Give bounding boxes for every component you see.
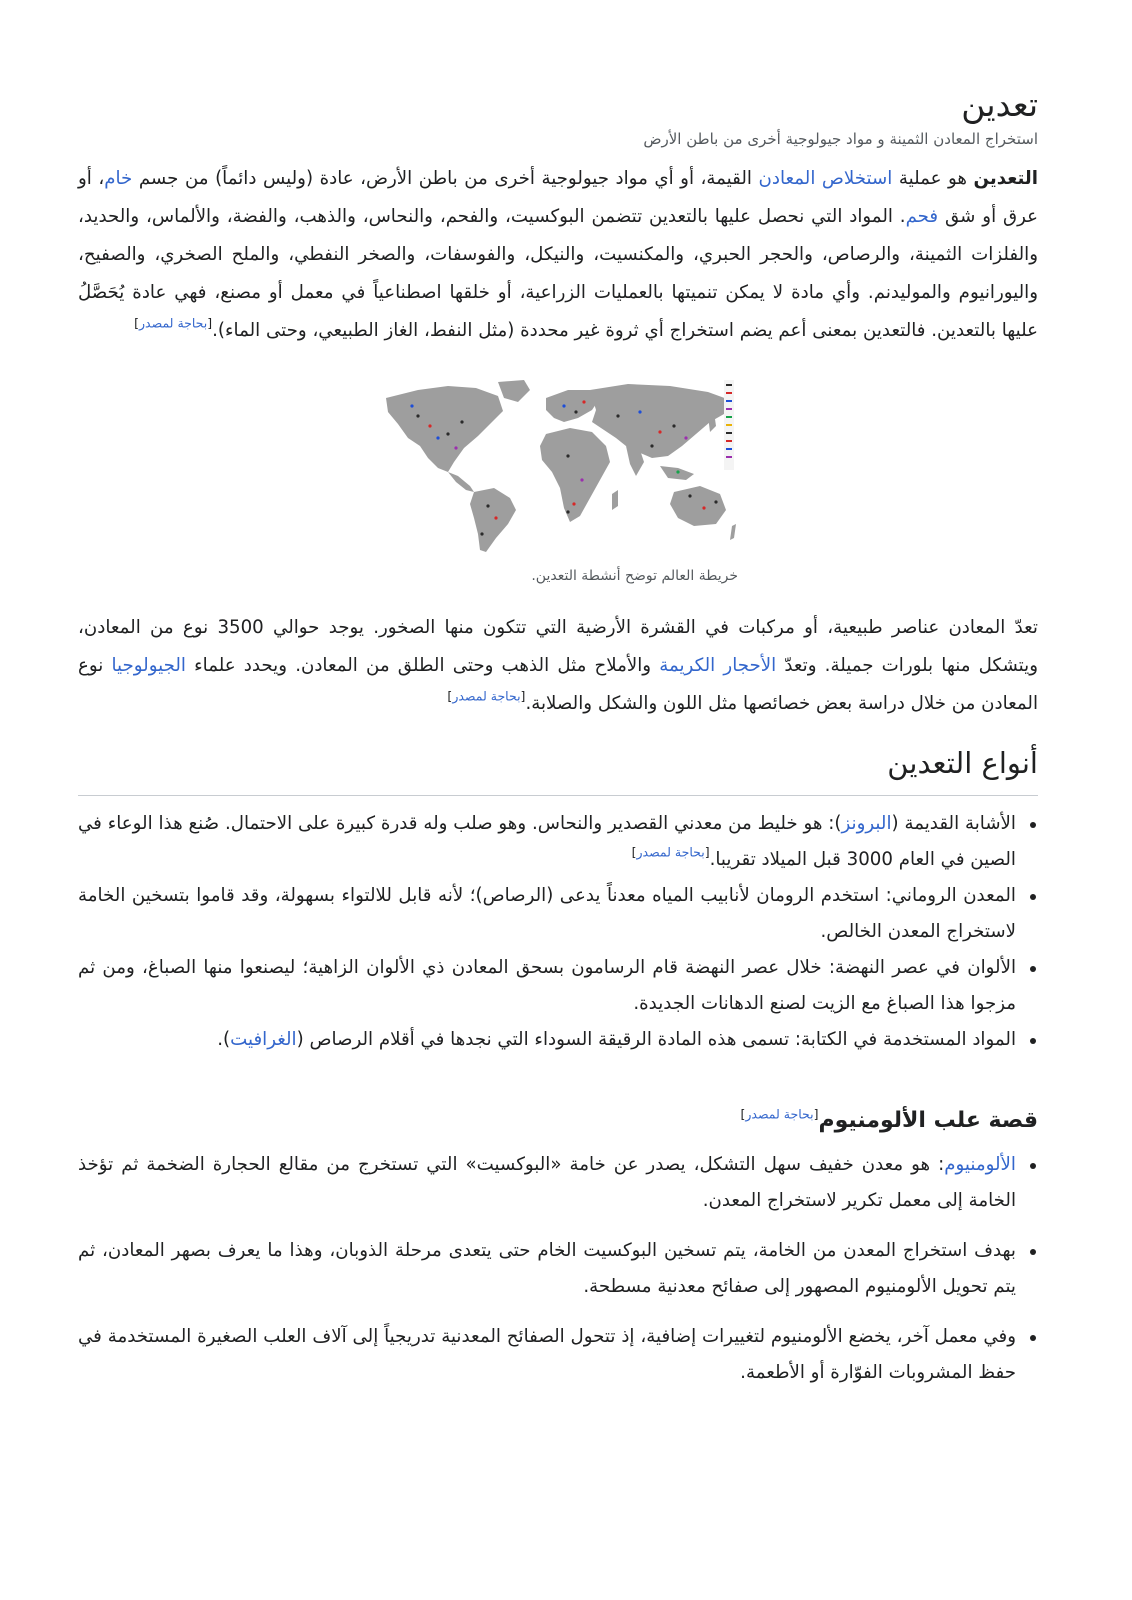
world-map-figure: [378, 376, 738, 587]
list-item: [78, 1147, 1016, 1219]
citation-needed-link[interactable]: بحاجة لمصدر: [452, 688, 521, 704]
article-content: [78, 84, 1038, 1405]
list-item: [78, 878, 1016, 950]
intro-text: هو عملية: [892, 168, 974, 190]
link-bronze[interactable]: البرونز: [841, 812, 892, 834]
minerals-text: والأملاح مثل الذهب وحتى الطلق من المعادن. ويحدد علماء: [185, 655, 660, 677]
intro-text: القيمة، أو أي مواد جيولوجية أخرى من باطن الأرض، عادة (وليس دائماً) من جسم: [132, 168, 759, 190]
aluminum-list: [78, 1147, 1016, 1391]
item-text: المعدن الروماني: استخدم الرومان لأنابيب المياه معدناً يدعى (الرصاص)؛ لأنه قابل للالتواء بسهولة، وقد قاموا بتسخين الخامة لاستخراج المعدن الخالص.: [78, 884, 1016, 942]
intro-text: . المواد التي نحصل عليها بالتعدين تتضمن البوكسيت، والفحم، والنحاس، والذهب، والفضة، والألماس، والحديد، والفلزات الثمينة، والرصاص، والحجر الحبري، والمكنسيت، والنيكل، والفوسفات، والصخر النفطي، والملح الصخري، والصفيح، واليورانيوم والموليدنم. وأي مادة لا يمكن تنميتها بالعمليات الزراعية، أو خلقها اصطناعياً في معمل أو مصنع، فهي عادة يُحَصَّلُ عليها بالتعدين. فالتعدين بمعنى أعم يضم استخراج أي ثروة غير محددة (مثل النفط، الغاز الطبيعي، وحتى الماء).: [78, 206, 1038, 342]
citation-needed-link[interactable]: بحاجة لمصدر: [745, 1106, 814, 1122]
citation-needed-link[interactable]: بحاجة لمصدر: [139, 315, 208, 331]
link-graphite[interactable]: الغرافيت: [230, 1028, 297, 1050]
citation-needed-link[interactable]: بحاجة لمصدر: [636, 844, 705, 860]
link-aluminum[interactable]: الألومنيوم: [944, 1153, 1016, 1175]
list-item: [78, 806, 1016, 878]
list-item: [78, 950, 1016, 1022]
item-text: ): هو خليط من معدني القصدير والنحاس. وهو صلب وله قدرة كبيرة على الاحتمال. صُنع هذا الوعاء في الصين في العام 3000 قبل الميلاد تقريبا.: [78, 812, 1016, 870]
item-text: بهدف استخراج المعدن من الخامة، يتم تسخين البوكسيت الخام حتى يتعدى مرحلة الذوبان، وهذا ما يعرف بصهر المعادن، ثم يتم تحويل الألومنيوم المصهور إلى صفائح معدنية مسطحة.: [78, 1239, 1016, 1297]
minerals-text: تعدّ المعادن عناصر طبيعية، أو مركبات في القشرة الأرضية التي تتكون منها الصخور. يوجد حوالي 3500 نوع من المعادن، ويتشكل منها بلورات جميلة. وتعدّ: [78, 617, 1038, 677]
subsection-title: قصة علب الألومنيوم: [818, 1107, 1038, 1133]
item-text: وفي معمل آخر، يخضع الألومنيوم لتغييرات إضافية، إذ تتحول الصفائح المعدنية تدريجياً إلى آلاف العلب الصغيرة المستخدمة في حفظ المشروبات الفوّارة أو الأطعمة.: [78, 1325, 1016, 1383]
item-text: الأشابة القديمة (: [891, 812, 1016, 834]
citation-needed: [بحاجة لمصدر]: [134, 315, 213, 331]
link-coal[interactable]: فحم: [905, 206, 939, 228]
page-title: تعدين: [961, 85, 1038, 124]
intro-bold-term: التعدين: [973, 168, 1038, 190]
figure-caption: خريطة العالم توضح أنشطة التعدين.: [531, 568, 738, 585]
map-legend: [724, 380, 734, 470]
item-text: ).: [217, 1028, 231, 1050]
link-mineral-extraction[interactable]: استخلاص المعادن: [758, 168, 893, 190]
section-heading-mining-types: أنواع التعدين: [78, 745, 1038, 796]
minerals-text: نوع المعادن من خلال دراسة بعض خصائصها مثل اللون والشكل والصلابة.: [78, 655, 1038, 715]
intro-paragraph: [78, 160, 1038, 350]
item-text: : هو معدن خفيف سهل التشكل، يصدر عن خامة «البوكسيت» التي تستخرج من مقالع الحجارة الضخمة ثم تؤخذ الخامة إلى معمل تكرير لاستخراج المعدن.: [78, 1153, 1016, 1211]
mining-types-list: [78, 806, 1016, 1058]
citation-needed: [بحاجة لمصدر]: [740, 1106, 819, 1122]
world-map-image[interactable]: [378, 376, 738, 556]
citation-needed: [بحاجة لمصدر]: [447, 688, 526, 704]
citation-needed: [بحاجة لمصدر]: [631, 844, 710, 860]
page-subtitle: استخراج المعادن الثمينة و مواد جيولوجية أخرى من باطن الأرض: [643, 130, 1038, 149]
minerals-paragraph: [78, 609, 1038, 723]
intro-text: ، أو عرق أو شق: [78, 168, 1038, 228]
list-item: [78, 1022, 1016, 1058]
link-gemstones[interactable]: الأحجار الكريمة: [659, 655, 777, 677]
section-heading-aluminum-cans: [78, 1106, 1038, 1137]
item-text: الألوان في عصر النهضة: خلال عصر النهضة قام الرسامون بسحق المعادن ذي الألوان الزاهية؛ ليصنعوا منها الصباغ، ومن ثم مزجوا هذا الصباغ مع الزيت لصنع الدهانات الجديدة.: [78, 956, 1016, 1014]
link-ore[interactable]: خام: [104, 168, 133, 190]
list-item: [78, 1319, 1016, 1391]
list-item: [78, 1233, 1016, 1305]
item-text: المواد المستخدمة في الكتابة: تسمى هذه المادة الرقيقة السوداء التي نجدها في أقلام الرصاص (: [296, 1028, 1016, 1050]
link-geology[interactable]: الجيولوجيا: [111, 655, 186, 677]
